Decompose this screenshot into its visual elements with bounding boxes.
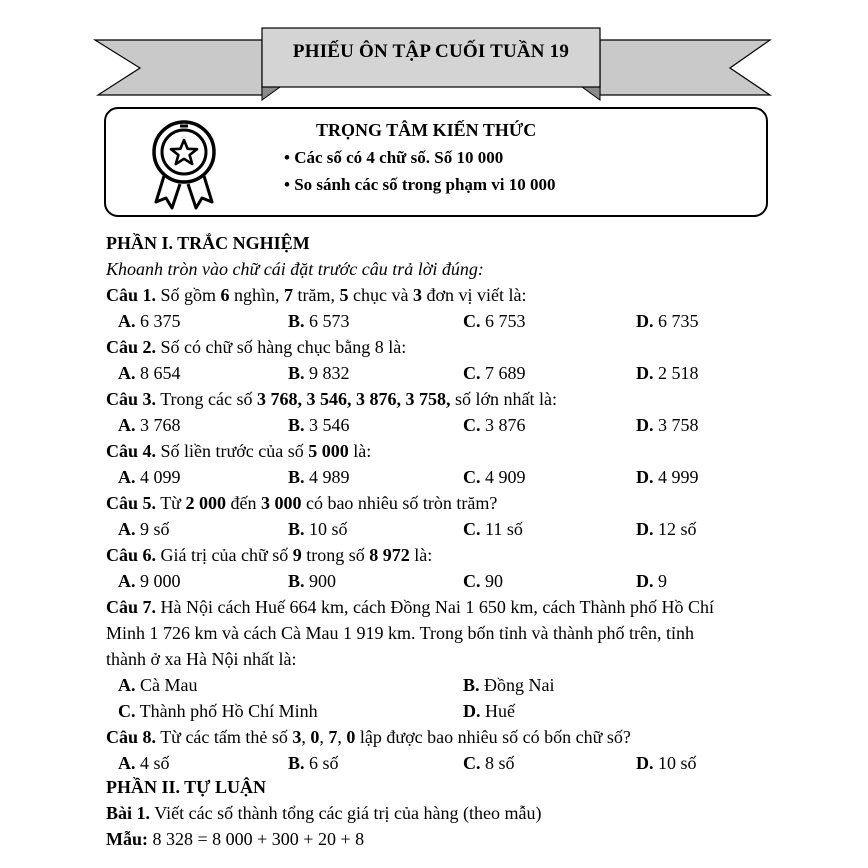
option-b[interactable]: B. Đồng Nai [463, 675, 555, 695]
question-7-line: Minh 1 726 km và cách Cà Mau 1 919 km. Trong bốn tỉnh và thành phố trên, tỉnh [106, 623, 694, 643]
option-a[interactable]: A. 4 số [118, 753, 170, 773]
option-d[interactable]: D. 10 số [636, 753, 697, 773]
question-1: Câu 1. Số gồm 6 nghìn, 7 trăm, 5 chục và 3 đơn vị viết là: [106, 285, 527, 305]
option-d[interactable]: D. 2 518 [636, 363, 699, 383]
option-a[interactable]: A. 9 000 [118, 571, 181, 591]
question-3: Câu 3. Trong các số 3 768, 3 546, 3 876, 3 758, số lớn nhất là: [106, 389, 558, 409]
example-label: Mẫu: [106, 829, 148, 849]
question-4: Câu 4. Số liền trước của số 5 000 là: [106, 441, 372, 461]
question-2: Câu 2. Số có chữ số hàng chục bằng 8 là: [106, 337, 407, 357]
option-b[interactable]: B. 9 832 [288, 363, 350, 383]
page-title: PHIẾU ÔN TẬP CUỐI TUẦN 19 [292, 41, 570, 62]
part1-instruction: Khoanh tròn vào chữ cái đặt trước câu trả lời đúng: [106, 259, 484, 279]
focus-item: • Các số có 4 chữ số. Số 10 000 [284, 148, 504, 167]
option-d[interactable]: D. 6 735 [636, 311, 699, 331]
option-b[interactable]: B. 900 [288, 571, 337, 591]
option-b[interactable]: B. 3 546 [288, 415, 350, 435]
question-6: Câu 6. Giá trị của chữ số 9 trong số 8 972 là: [106, 545, 433, 565]
question-label: Câu 4. [106, 441, 157, 461]
medal-star-icon [150, 118, 222, 210]
focus-item: • So sánh các số trong phạm vi 10 000 [284, 175, 556, 194]
question-label: Câu 6. [106, 545, 157, 565]
option-d[interactable]: D. 3 758 [636, 415, 699, 435]
option-c[interactable]: C. 8 số [463, 753, 515, 773]
option-c[interactable]: C. 7 689 [463, 363, 526, 383]
option-c[interactable]: C. Thành phố Hồ Chí Minh [118, 701, 318, 721]
question-7: Câu 7. Hà Nội cách Huế 664 km, cách Đồng Nai 1 650 km, cách Thành phố Hồ Chí [106, 597, 715, 617]
option-a[interactable]: A. Cà Mau [118, 675, 198, 695]
option-c[interactable]: C. 90 [463, 571, 503, 591]
question-7-line: thành ở xa Hà Nội nhất là: [106, 649, 297, 669]
part1-title: PHẦN I. TRẮC NGHIỆM [106, 233, 310, 253]
question-5: Câu 5. Từ 2 000 đến 3 000 có bao nhiêu số tròn trăm? [106, 493, 498, 513]
option-a[interactable]: A. 6 375 [118, 311, 181, 331]
option-a[interactable]: A. 9 số [118, 519, 170, 539]
question-label: Câu 8. [106, 727, 157, 747]
option-b[interactable]: B. 10 số [288, 519, 348, 539]
option-b[interactable]: B. 6 số [288, 753, 339, 773]
option-b[interactable]: B. 6 573 [288, 311, 350, 331]
option-d[interactable]: D. 9 [636, 571, 667, 591]
question-label: Câu 3. [106, 389, 157, 409]
exercise-label: Bài 1. [106, 803, 151, 823]
question-label: Câu 5. [106, 493, 157, 513]
focus-title: TRỌNG TÂM KIẾN THỨC [316, 120, 537, 140]
option-c[interactable]: C. 3 876 [463, 415, 526, 435]
question-label: Câu 2. [106, 337, 157, 357]
option-c[interactable]: C. 6 753 [463, 311, 526, 331]
part2-title: PHẦN II. TỰ LUẬN [106, 777, 267, 797]
question-label: Câu 7. [106, 597, 157, 617]
question-label: Câu 1. [106, 285, 157, 305]
option-d[interactable]: D. 12 số [636, 519, 697, 539]
option-a[interactable]: A. 8 654 [118, 363, 181, 383]
question-8: Câu 8. Từ các tấm thẻ số 3, 0, 7, 0 lập được bao nhiêu số có bốn chữ số? [106, 727, 631, 747]
option-d[interactable]: D. 4 999 [636, 467, 699, 487]
option-d[interactable]: D. Huế [463, 701, 515, 721]
example-line: Mẫu: 8 328 = 8 000 + 300 + 20 + 8 [106, 829, 365, 849]
option-c[interactable]: C. 4 909 [463, 467, 526, 487]
option-b[interactable]: B. 4 989 [288, 467, 350, 487]
option-c[interactable]: C. 11 số [463, 519, 523, 539]
option-a[interactable]: A. 3 768 [118, 415, 181, 435]
option-a[interactable]: A. 4 099 [118, 467, 181, 487]
exercise-1: Bài 1. Viết các số thành tổng các giá trị của hàng (theo mẫu) [106, 803, 542, 823]
